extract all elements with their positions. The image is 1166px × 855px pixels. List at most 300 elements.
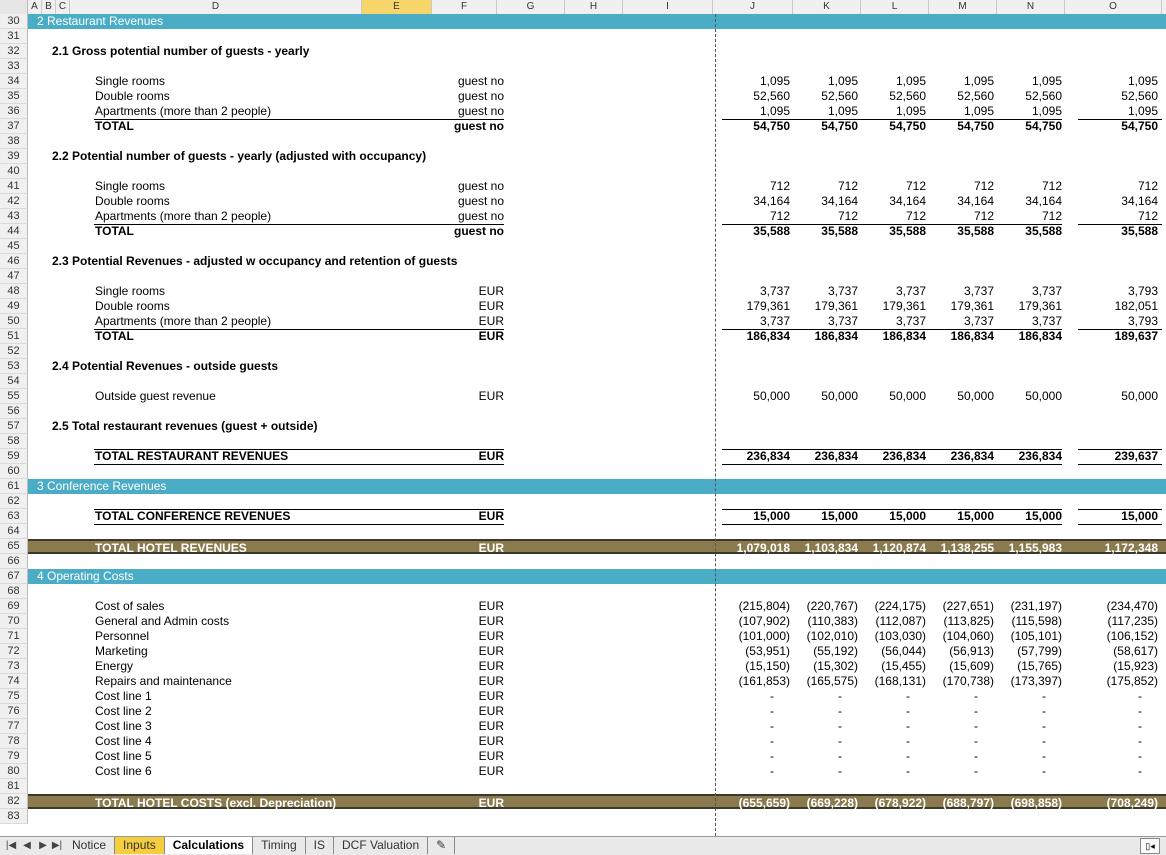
row-header-41[interactable]: 41 (0, 179, 28, 194)
select-all-corner[interactable] (0, 0, 28, 14)
row-label[interactable]: TOTAL CONFERENCE REVENUES (95, 509, 291, 523)
row-header-64[interactable]: 64 (0, 524, 28, 539)
value-cell[interactable]: - (974, 704, 978, 718)
value-cell[interactable]: (227,651) (942, 599, 994, 613)
value-cell[interactable]: 3,793 (1127, 314, 1158, 328)
row-header-59[interactable]: 59 (0, 449, 28, 464)
value-cell[interactable]: 186,834 (746, 329, 790, 343)
column-header-m[interactable]: M (929, 0, 997, 14)
value-cell[interactable]: 1,155,983 (1008, 541, 1062, 555)
row-header-30[interactable]: 30 (0, 14, 28, 29)
row-label[interactable]: Double rooms (95, 299, 170, 313)
unit-cell[interactable]: guest no (457, 194, 504, 208)
row-label[interactable]: 2.1 Gross potential number of guests - yearly (52, 44, 310, 58)
row-label[interactable]: Repairs and maintenance (95, 674, 232, 688)
value-cell[interactable]: 186,834 (1018, 329, 1062, 343)
unit-cell[interactable]: EUR (478, 314, 504, 328)
value-cell[interactable]: 3,793 (1127, 284, 1158, 298)
value-cell[interactable]: - (770, 764, 774, 778)
value-cell[interactable]: (106,152) (1106, 629, 1158, 643)
row-header-37[interactable]: 37 (0, 119, 28, 134)
value-cell[interactable]: 1,103,834 (804, 541, 858, 555)
value-cell[interactable]: 34,164 (889, 194, 926, 208)
row-header-47[interactable]: 47 (0, 269, 28, 284)
value-cell[interactable]: 15,000 (1025, 509, 1062, 523)
row-header-49[interactable]: 49 (0, 299, 28, 314)
value-cell[interactable]: (56,913) (949, 644, 994, 658)
value-cell[interactable]: 182,051 (1114, 299, 1158, 313)
row-label[interactable]: TOTAL HOTEL COSTS (excl. Depreciation) (95, 796, 337, 810)
value-cell[interactable]: 712 (905, 209, 926, 223)
row-header-58[interactable]: 58 (0, 434, 28, 449)
value-cell[interactable]: 54,750 (821, 119, 858, 133)
value-cell[interactable]: 15,000 (957, 509, 994, 523)
value-cell[interactable]: 1,095 (895, 104, 926, 118)
value-cell[interactable]: 34,164 (1025, 194, 1062, 208)
value-cell[interactable]: 1,120,874 (872, 541, 926, 555)
value-cell[interactable]: 1,095 (827, 74, 858, 88)
unit-cell[interactable]: guest no (457, 74, 504, 88)
value-cell[interactable]: (231,197) (1010, 599, 1062, 613)
row-header-66[interactable]: 66 (0, 554, 28, 569)
row-header-83[interactable]: 83 (0, 809, 28, 824)
value-cell[interactable]: (175,852) (1106, 674, 1158, 688)
unit-cell[interactable]: guest no (457, 104, 504, 118)
value-cell[interactable]: - (1138, 704, 1142, 718)
unit-cell[interactable]: EUR (478, 509, 504, 523)
value-cell[interactable]: 52,560 (1025, 89, 1062, 103)
sheet-tab-calculations[interactable]: Calculations (165, 837, 253, 854)
row-label[interactable]: TOTAL (95, 119, 134, 133)
value-cell[interactable]: 15,000 (889, 509, 926, 523)
value-cell[interactable]: 179,361 (882, 299, 926, 313)
value-cell[interactable]: 236,834 (882, 449, 926, 463)
value-cell[interactable]: - (906, 749, 910, 763)
value-cell[interactable]: - (906, 719, 910, 733)
value-cell[interactable]: 189,637 (1114, 329, 1158, 343)
value-cell[interactable]: 34,164 (1121, 194, 1158, 208)
first-sheet-icon[interactable]: |◀ (5, 840, 17, 851)
row-header-73[interactable]: 73 (0, 659, 28, 674)
column-header-f[interactable]: F (432, 0, 497, 14)
value-cell[interactable]: 3,737 (1031, 284, 1062, 298)
row-header-35[interactable]: 35 (0, 89, 28, 104)
unit-cell[interactable]: EUR (478, 749, 504, 763)
value-cell[interactable]: 712 (769, 209, 790, 223)
value-cell[interactable]: (56,044) (881, 644, 926, 658)
unit-cell[interactable]: EUR (478, 644, 504, 658)
row-label[interactable]: 2.5 Total restaurant revenues (guest + outside) (52, 419, 318, 433)
row-label[interactable]: 3 Conference Revenues (37, 479, 167, 493)
value-cell[interactable]: (15,302) (813, 659, 858, 673)
value-cell[interactable]: (107,902) (738, 614, 790, 628)
unit-cell[interactable]: EUR (478, 299, 504, 313)
row-label[interactable]: Cost line 6 (95, 764, 152, 778)
column-header-b[interactable]: B (42, 0, 56, 14)
value-cell[interactable]: (678,922) (874, 796, 926, 810)
column-header-l[interactable]: L (861, 0, 929, 14)
value-cell[interactable]: 236,834 (1018, 449, 1062, 463)
row-header-31[interactable]: 31 (0, 29, 28, 44)
value-cell[interactable]: 1,172,348 (1104, 541, 1158, 555)
row-header-44[interactable]: 44 (0, 224, 28, 239)
value-cell[interactable]: - (974, 734, 978, 748)
row-header-70[interactable]: 70 (0, 614, 28, 629)
value-cell[interactable]: 35,588 (1025, 224, 1062, 238)
row-label[interactable]: Energy (95, 659, 134, 673)
value-cell[interactable]: 54,750 (1025, 119, 1062, 133)
value-cell[interactable]: 1,095 (895, 74, 926, 88)
value-cell[interactable]: 54,750 (753, 119, 790, 133)
value-cell[interactable]: 15,000 (821, 509, 858, 523)
value-cell[interactable]: - (1138, 764, 1142, 778)
value-cell[interactable]: (117,235) (1107, 614, 1158, 628)
value-cell[interactable]: - (974, 719, 978, 733)
row-header-77[interactable]: 77 (0, 719, 28, 734)
value-cell[interactable]: (215,804) (738, 599, 790, 613)
row-label[interactable]: Cost line 1 (95, 689, 152, 703)
value-cell[interactable]: 236,834 (814, 449, 858, 463)
value-cell[interactable]: 52,560 (1121, 89, 1158, 103)
value-cell[interactable]: - (770, 734, 774, 748)
unit-cell[interactable]: guest no (457, 89, 504, 103)
value-cell[interactable]: - (1042, 719, 1046, 733)
row-label[interactable]: Double rooms (95, 89, 170, 103)
row-label[interactable]: Cost line 5 (95, 749, 152, 763)
value-cell[interactable]: 35,588 (753, 224, 790, 238)
row-header-79[interactable]: 79 (0, 749, 28, 764)
row-header-65[interactable]: 65 (0, 539, 28, 554)
value-cell[interactable]: 712 (905, 179, 926, 193)
value-cell[interactable]: (53,951) (745, 644, 790, 658)
unit-cell[interactable]: EUR (478, 689, 504, 703)
value-cell[interactable]: (234,470) (1106, 599, 1158, 613)
value-cell[interactable]: (15,609) (949, 659, 994, 673)
value-cell[interactable]: 1,095 (1127, 74, 1158, 88)
value-cell[interactable]: (103,030) (874, 629, 926, 643)
row-header-76[interactable]: 76 (0, 704, 28, 719)
value-cell[interactable]: - (1138, 734, 1142, 748)
unit-cell[interactable]: EUR (478, 329, 504, 343)
row-label[interactable]: Apartments (more than 2 people) (95, 314, 272, 328)
value-cell[interactable]: - (1042, 689, 1046, 703)
row-header-60[interactable]: 60 (0, 464, 28, 479)
unit-cell[interactable]: EUR (478, 764, 504, 778)
value-cell[interactable]: (115,598) (1011, 614, 1062, 628)
row-label[interactable]: General and Admin costs (95, 614, 230, 628)
value-cell[interactable]: (55,192) (813, 644, 858, 658)
unit-cell[interactable]: EUR (478, 599, 504, 613)
value-cell[interactable]: (58,617) (1113, 644, 1158, 658)
value-cell[interactable]: (161,853) (738, 674, 790, 688)
row-header-50[interactable]: 50 (0, 314, 28, 329)
unit-cell[interactable]: EUR (478, 389, 504, 403)
value-cell[interactable]: 3,737 (963, 284, 994, 298)
row-label[interactable]: Single rooms (95, 284, 166, 298)
value-cell[interactable]: - (906, 689, 910, 703)
unit-cell[interactable]: EUR (478, 284, 504, 298)
value-cell[interactable]: 1,095 (827, 104, 858, 118)
sheet-tab-is[interactable]: IS (306, 837, 334, 854)
row-label[interactable]: Single rooms (95, 179, 166, 193)
value-cell[interactable]: 712 (837, 209, 858, 223)
row-header-72[interactable]: 72 (0, 644, 28, 659)
value-cell[interactable]: (170,738) (942, 674, 994, 688)
row-header-51[interactable]: 51 (0, 329, 28, 344)
value-cell[interactable]: 35,588 (957, 224, 994, 238)
value-cell[interactable]: 1,079,018 (736, 541, 790, 555)
value-cell[interactable]: (15,923) (1113, 659, 1158, 673)
unit-cell[interactable]: guest no (454, 224, 504, 238)
value-cell[interactable]: 712 (1137, 179, 1158, 193)
value-cell[interactable]: - (1138, 719, 1142, 733)
row-header-43[interactable]: 43 (0, 209, 28, 224)
unit-cell[interactable]: guest no (457, 209, 504, 223)
column-header-o[interactable]: O (1065, 0, 1162, 14)
value-cell[interactable]: (688,797) (942, 796, 994, 810)
value-cell[interactable]: 50,000 (1121, 389, 1158, 403)
unit-cell[interactable]: EUR (478, 674, 504, 688)
row-label[interactable]: TOTAL RESTAURANT REVENUES (95, 449, 289, 463)
row-header-46[interactable]: 46 (0, 254, 28, 269)
value-cell[interactable]: 52,560 (821, 89, 858, 103)
value-cell[interactable]: - (770, 749, 774, 763)
row-header-68[interactable]: 68 (0, 584, 28, 599)
value-cell[interactable]: (101,000) (738, 629, 790, 643)
row-label[interactable]: Cost line 3 (95, 719, 152, 733)
value-cell[interactable]: (110,383) (807, 614, 858, 628)
value-cell[interactable]: - (906, 764, 910, 778)
value-cell[interactable]: - (838, 719, 842, 733)
value-cell[interactable]: - (1042, 764, 1046, 778)
value-cell[interactable]: 712 (837, 179, 858, 193)
value-cell[interactable]: - (1138, 689, 1142, 703)
value-cell[interactable]: 3,737 (827, 314, 858, 328)
value-cell[interactable]: 15,000 (753, 509, 790, 523)
value-cell[interactable]: 3,737 (1031, 314, 1062, 328)
value-cell[interactable]: (698,858) (1010, 796, 1062, 810)
value-cell[interactable]: 236,834 (950, 449, 994, 463)
value-cell[interactable]: (15,455) (881, 659, 926, 673)
row-header-78[interactable]: 78 (0, 734, 28, 749)
unit-cell[interactable]: guest no (457, 179, 504, 193)
value-cell[interactable]: - (1138, 749, 1142, 763)
value-cell[interactable]: - (838, 749, 842, 763)
row-header-48[interactable]: 48 (0, 284, 28, 299)
row-label[interactable]: Cost line 4 (95, 734, 152, 748)
value-cell[interactable]: - (770, 719, 774, 733)
row-header-69[interactable]: 69 (0, 599, 28, 614)
value-cell[interactable]: 3,737 (895, 314, 926, 328)
row-header-54[interactable]: 54 (0, 374, 28, 389)
value-cell[interactable]: 3,737 (895, 284, 926, 298)
column-header-d[interactable]: D (70, 0, 362, 14)
value-cell[interactable]: 54,750 (889, 119, 926, 133)
row-header-34[interactable]: 34 (0, 74, 28, 89)
value-cell[interactable]: (105,101) (1010, 629, 1062, 643)
row-header-39[interactable]: 39 (0, 149, 28, 164)
value-cell[interactable]: 3,737 (759, 284, 790, 298)
value-cell[interactable]: (669,228) (806, 796, 858, 810)
row-header-42[interactable]: 42 (0, 194, 28, 209)
value-cell[interactable]: - (838, 764, 842, 778)
value-cell[interactable]: 1,095 (759, 104, 790, 118)
value-cell[interactable]: 179,361 (1018, 299, 1062, 313)
value-cell[interactable]: 3,737 (963, 314, 994, 328)
row-header-80[interactable]: 80 (0, 764, 28, 779)
unit-cell[interactable]: EUR (478, 541, 504, 555)
value-cell[interactable]: - (1042, 704, 1046, 718)
column-header-n[interactable]: N (997, 0, 1065, 14)
value-cell[interactable]: 712 (1041, 179, 1062, 193)
row-label[interactable]: Cost of sales (95, 599, 165, 613)
value-cell[interactable]: 1,095 (963, 104, 994, 118)
row-label[interactable]: 2 Restaurant Revenues (37, 14, 164, 28)
row-header-53[interactable]: 53 (0, 359, 28, 374)
value-cell[interactable]: 186,834 (950, 329, 994, 343)
value-cell[interactable]: (15,765) (1017, 659, 1062, 673)
value-cell[interactable]: 52,560 (889, 89, 926, 103)
horizontal-scrollbar[interactable]: ▯◂ (1140, 838, 1160, 854)
value-cell[interactable]: 34,164 (753, 194, 790, 208)
value-cell[interactable]: 712 (973, 179, 994, 193)
row-header-52[interactable]: 52 (0, 344, 28, 359)
row-header-56[interactable]: 56 (0, 404, 28, 419)
sheet-tab-dcf-valuation[interactable]: DCF Valuation (334, 837, 428, 854)
column-header-g[interactable]: G (497, 0, 565, 14)
value-cell[interactable]: - (1042, 734, 1046, 748)
value-cell[interactable]: 15,000 (1121, 509, 1158, 523)
row-header-57[interactable]: 57 (0, 419, 28, 434)
next-sheet-icon[interactable]: ▶ (39, 840, 47, 851)
column-header-h[interactable]: H (565, 0, 623, 14)
value-cell[interactable]: - (838, 704, 842, 718)
row-header-40[interactable]: 40 (0, 164, 28, 179)
unit-cell[interactable]: EUR (478, 704, 504, 718)
row-header-62[interactable]: 62 (0, 494, 28, 509)
row-label[interactable]: 2.2 Potential number of guests - yearly (adjusted with occupancy) (52, 149, 427, 163)
row-label[interactable]: Marketing (95, 644, 148, 658)
value-cell[interactable]: - (974, 689, 978, 703)
value-cell[interactable]: 50,000 (889, 389, 926, 403)
sheet-tab-inputs[interactable]: Inputs (115, 837, 165, 854)
value-cell[interactable]: - (770, 704, 774, 718)
column-header-c[interactable]: C (56, 0, 70, 14)
unit-cell[interactable]: EUR (478, 796, 504, 810)
row-label[interactable]: Cost line 2 (95, 704, 152, 718)
value-cell[interactable]: 3,737 (759, 314, 790, 328)
value-cell[interactable]: - (770, 689, 774, 703)
row-label[interactable]: 2.4 Potential Revenues - outside guests (52, 359, 279, 373)
value-cell[interactable]: 1,095 (1031, 74, 1062, 88)
row-header-75[interactable]: 75 (0, 689, 28, 704)
value-cell[interactable]: 50,000 (753, 389, 790, 403)
value-cell[interactable]: 236,834 (746, 449, 790, 463)
row-header-33[interactable]: 33 (0, 59, 28, 74)
column-header-i[interactable]: I (623, 0, 713, 14)
value-cell[interactable]: (168,131) (874, 674, 926, 688)
value-cell[interactable]: 34,164 (957, 194, 994, 208)
value-cell[interactable]: 3,737 (827, 284, 858, 298)
column-header-k[interactable]: K (793, 0, 861, 14)
last-sheet-icon[interactable]: ▶| (51, 840, 63, 851)
value-cell[interactable]: - (838, 734, 842, 748)
row-header-63[interactable]: 63 (0, 509, 28, 524)
row-header-36[interactable]: 36 (0, 104, 28, 119)
row-label[interactable]: Single rooms (95, 74, 166, 88)
value-cell[interactable]: (220,767) (806, 599, 858, 613)
value-cell[interactable]: - (906, 704, 910, 718)
unit-cell[interactable]: EUR (478, 734, 504, 748)
value-cell[interactable]: 179,361 (814, 299, 858, 313)
value-cell[interactable]: 35,588 (821, 224, 858, 238)
prev-sheet-icon[interactable]: ◀ (23, 840, 31, 851)
row-header-38[interactable]: 38 (0, 134, 28, 149)
value-cell[interactable]: 52,560 (753, 89, 790, 103)
row-header-67[interactable]: 67 (0, 569, 28, 584)
row-header-82[interactable]: 82 (0, 794, 28, 809)
value-cell[interactable]: (104,060) (942, 629, 994, 643)
unit-cell[interactable]: EUR (478, 659, 504, 673)
value-cell[interactable]: (173,397) (1010, 674, 1062, 688)
row-header-81[interactable]: 81 (0, 779, 28, 794)
value-cell[interactable]: 1,095 (1031, 104, 1062, 118)
value-cell[interactable]: 50,000 (957, 389, 994, 403)
value-cell[interactable]: 179,361 (950, 299, 994, 313)
value-cell[interactable]: 1,095 (963, 74, 994, 88)
unit-cell[interactable]: EUR (478, 629, 504, 643)
value-cell[interactable]: - (974, 764, 978, 778)
row-header-61[interactable]: 61 (0, 479, 28, 494)
value-cell[interactable]: 712 (769, 179, 790, 193)
value-cell[interactable]: 239,637 (1114, 449, 1158, 463)
unit-cell[interactable]: guest no (454, 119, 504, 133)
value-cell[interactable]: (102,010) (806, 629, 858, 643)
row-label[interactable]: TOTAL (95, 224, 134, 238)
unit-cell[interactable]: EUR (478, 614, 504, 628)
column-header-e[interactable]: E (362, 0, 432, 14)
value-cell[interactable]: (57,799) (1017, 644, 1062, 658)
value-cell[interactable]: 54,750 (1121, 119, 1158, 133)
row-label[interactable]: 4 Operating Costs (37, 569, 134, 583)
value-cell[interactable]: 712 (973, 209, 994, 223)
row-label[interactable]: 2.3 Potential Revenues - adjusted w occupancy and retention of guests (52, 254, 458, 268)
value-cell[interactable]: 1,095 (1127, 104, 1158, 118)
unit-cell[interactable]: EUR (478, 449, 504, 463)
value-cell[interactable]: 54,750 (957, 119, 994, 133)
value-cell[interactable]: 34,164 (821, 194, 858, 208)
row-label[interactable]: TOTAL (95, 329, 134, 343)
unit-cell[interactable]: EUR (478, 719, 504, 733)
row-label[interactable]: Personnel (95, 629, 150, 643)
value-cell[interactable]: (15,150) (745, 659, 790, 673)
row-header-74[interactable]: 74 (0, 674, 28, 689)
row-label[interactable]: Double rooms (95, 194, 170, 208)
row-label[interactable]: Apartments (more than 2 people) (95, 209, 272, 223)
insert-sheet-icon[interactable]: ✎ (428, 837, 455, 854)
value-cell[interactable]: - (1042, 749, 1046, 763)
value-cell[interactable]: (655,659) (738, 796, 790, 810)
column-header-j[interactable]: J (713, 0, 793, 14)
value-cell[interactable]: 1,138,255 (940, 541, 994, 555)
value-cell[interactable]: - (838, 689, 842, 703)
value-cell[interactable]: (112,087) (875, 614, 926, 628)
row-label[interactable]: Apartments (more than 2 people) (95, 104, 272, 118)
value-cell[interactable]: 35,588 (889, 224, 926, 238)
value-cell[interactable]: 712 (1137, 209, 1158, 223)
row-label[interactable]: TOTAL HOTEL REVENUES (95, 541, 247, 555)
row-header-32[interactable]: 32 (0, 44, 28, 59)
